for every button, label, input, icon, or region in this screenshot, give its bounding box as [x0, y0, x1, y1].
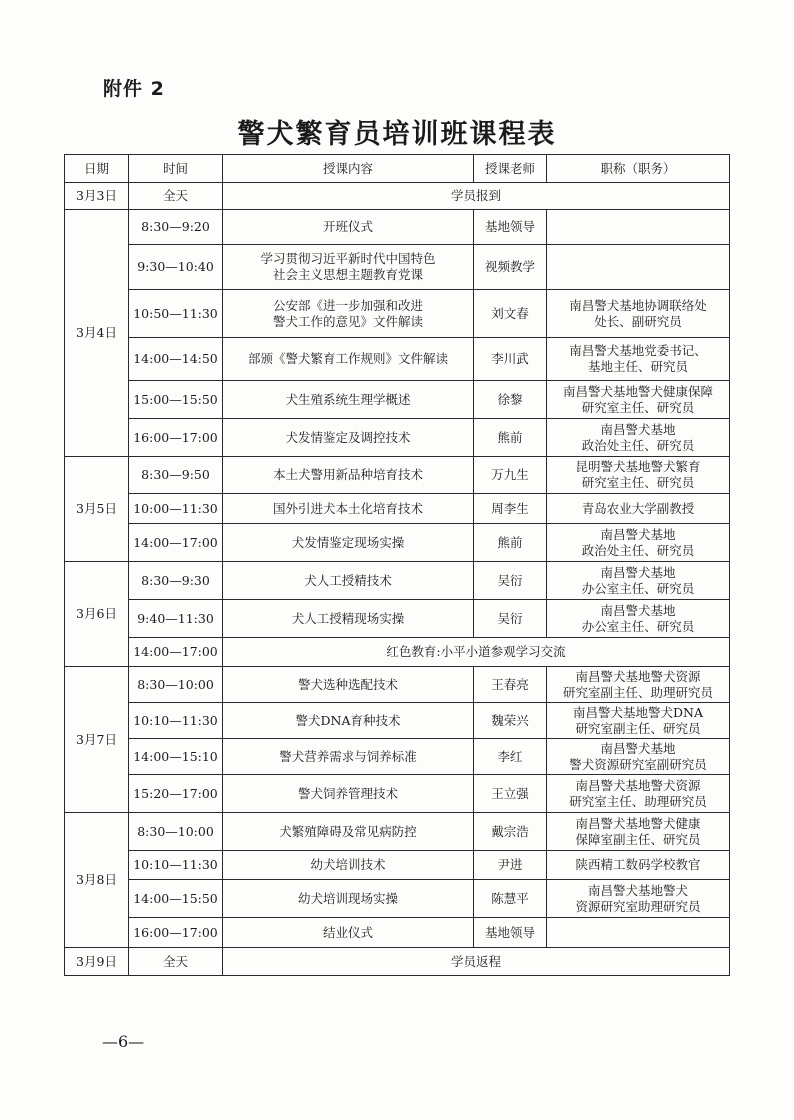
content-cell — [223, 290, 474, 338]
title-line: 南昌警犬基地警犬资源 — [575, 777, 701, 793]
title-cell — [547, 739, 730, 775]
title-line: 南昌警犬基地警犬健康保障 — [562, 383, 713, 399]
teacher-cell: 魏荣兴 — [474, 703, 547, 739]
title-line: 研究室主任、研究员 — [581, 475, 695, 490]
table-row — [65, 210, 730, 245]
title-line: 南昌警犬基地 — [600, 564, 676, 580]
time-cell: 全天 — [129, 183, 223, 210]
date-cell: 3月6日 — [65, 562, 129, 667]
teacher-cell: 基地领导 — [474, 210, 547, 245]
title-cell — [547, 562, 730, 600]
title-cell — [547, 419, 730, 457]
content-line: 警犬工作的意见》文件解读 — [272, 313, 423, 329]
table-row — [65, 245, 730, 290]
table-row — [65, 813, 730, 851]
time-cell: 10:00—11:30 — [129, 494, 223, 524]
content-cell — [223, 524, 474, 562]
date-cell: 3月5日 — [65, 457, 129, 562]
title-line: 研究室副主任、研究员 — [575, 720, 701, 736]
time-cell: 8:30—10:00 — [129, 813, 223, 851]
merged-activity-cell: 红色教育:小平小道参观学习交流 — [223, 638, 730, 667]
time-cell: 9:40—11:30 — [129, 600, 223, 638]
title-line: 南昌警犬基地 — [600, 526, 676, 542]
content-line: 警犬选种选配技术 — [297, 676, 398, 692]
header-teacher: 授课老师 — [474, 155, 547, 183]
header-content: 授课内容 — [223, 155, 474, 183]
teacher-cell: 吴衍 — [474, 562, 547, 600]
teacher-cell: 刘文春 — [474, 290, 547, 338]
document-title: 警犬繁育员培训班课程表 — [237, 119, 557, 150]
header-title: 职称（职务） — [547, 155, 730, 183]
content-line: 幼犬培训技术 — [310, 857, 386, 872]
table-row — [65, 918, 730, 948]
time-cell: 全天 — [129, 948, 223, 976]
merged-activity-cell: 学员报到 — [223, 183, 730, 210]
content-line: 警犬营养需求与饲养标准 — [279, 748, 417, 764]
time-cell: 10:10—11:30 — [129, 851, 223, 880]
time-cell: 15:20—17:00 — [129, 775, 223, 813]
title-line: 南昌警犬基地警犬DNA — [573, 704, 703, 720]
content-cell — [223, 562, 474, 600]
table-row — [65, 775, 730, 813]
content-line: 部颁《警犬繁育工作规则》文件解读 — [247, 351, 448, 366]
title-cell — [547, 381, 730, 419]
table-row — [65, 851, 730, 880]
content-line: 警犬DNA育种技术 — [295, 712, 401, 728]
title-line: 警犬资源研究室副研究员 — [569, 756, 707, 772]
content-line: 结业仪式 — [322, 924, 373, 940]
title-line: 南昌警犬基地 — [600, 421, 676, 437]
title-line: 南昌警犬基地 — [600, 740, 676, 756]
title-line: 处长、副研究员 — [594, 313, 682, 329]
content-line: 犬人工授精技术 — [304, 572, 392, 588]
title-line: 青岛农业大学副教授 — [581, 500, 695, 516]
merged-activity-cell: 学员返程 — [223, 948, 730, 976]
teacher-cell: 王立强 — [474, 775, 547, 813]
content-line: 公安部《进一步加强和改进 — [272, 297, 423, 313]
time-cell: 14:00—14:50 — [129, 338, 223, 381]
teacher-cell: 李川武 — [474, 338, 547, 381]
teacher-cell: 吴衍 — [474, 600, 547, 638]
title-line: 陕西精工数码学校教官 — [575, 857, 701, 872]
title-line: 保障室副主任、研究员 — [575, 831, 701, 847]
title-line: 政治处主任、研究员 — [581, 542, 695, 558]
title-line: 研究室主任、助理研究员 — [569, 793, 707, 809]
table-row — [65, 381, 730, 419]
table-body — [65, 183, 730, 976]
content-line: 学习贯彻习近平新时代中国特色 — [260, 251, 436, 266]
teacher-cell: 尹进 — [474, 851, 547, 880]
title-line: 昆明警犬基地警犬繁育 — [575, 459, 701, 474]
course-schedule-table — [64, 154, 730, 976]
content-cell — [223, 419, 474, 457]
content-cell — [223, 245, 474, 290]
table-row — [65, 600, 730, 638]
title-cell — [547, 880, 730, 918]
time-cell: 8:30—10:00 — [129, 667, 223, 703]
title-cell — [547, 600, 730, 638]
page-number: —6— — [102, 1032, 145, 1051]
content-cell — [223, 703, 474, 739]
time-cell: 9:30—10:40 — [129, 245, 223, 290]
title-line: 研究室主任、研究员 — [581, 399, 695, 415]
table-row — [65, 948, 730, 976]
teacher-cell: 李红 — [474, 739, 547, 775]
content-cell — [223, 775, 474, 813]
time-cell: 14:00—17:00 — [129, 638, 223, 667]
content-cell — [223, 457, 474, 494]
time-cell: 8:30—9:20 — [129, 210, 223, 245]
content-cell — [223, 210, 474, 245]
title-line: 南昌警犬基地协调联络处 — [569, 297, 707, 313]
content-cell — [223, 880, 474, 918]
table-header-row — [65, 155, 730, 183]
date-cell: 3月4日 — [65, 210, 129, 457]
content-line: 犬发情鉴定现场实操 — [291, 534, 405, 550]
time-cell: 8:30—9:30 — [129, 562, 223, 600]
teacher-cell: 徐黎 — [474, 381, 547, 419]
table-row — [65, 457, 730, 494]
time-cell: 16:00—17:00 — [129, 419, 223, 457]
title-cell — [547, 210, 730, 245]
content-cell — [223, 381, 474, 419]
title-cell — [547, 703, 730, 739]
time-cell: 10:50—11:30 — [129, 290, 223, 338]
time-cell: 8:30—9:50 — [129, 457, 223, 494]
content-cell — [223, 739, 474, 775]
title-cell — [547, 524, 730, 562]
content-cell — [223, 667, 474, 703]
content-cell — [223, 600, 474, 638]
content-line: 幼犬培训现场实操 — [297, 890, 398, 906]
teacher-cell: 基地领导 — [474, 918, 547, 948]
title-line: 研究室副主任、助理研究员 — [562, 684, 713, 700]
title-cell — [547, 813, 730, 851]
table-row — [65, 419, 730, 457]
title-cell — [547, 494, 730, 524]
time-cell: 16:00—17:00 — [129, 918, 223, 948]
content-cell — [223, 851, 474, 880]
table-row — [65, 739, 730, 775]
header-time: 时间 — [129, 155, 223, 183]
table-row — [65, 338, 730, 381]
content-cell — [223, 338, 474, 381]
title-line: 南昌警犬基地警犬 — [587, 882, 688, 898]
table-row — [65, 494, 730, 524]
date-cell: 3月7日 — [65, 667, 129, 813]
content-line: 犬生殖系统生理学概述 — [285, 391, 411, 407]
content-line: 国外引进犬本土化培育技术 — [272, 500, 423, 516]
date-cell: 3月3日 — [65, 183, 129, 210]
content-line: 犬发情鉴定及调控技术 — [285, 429, 411, 445]
teacher-cell: 王春亮 — [474, 667, 547, 703]
teacher-cell: 视频教学 — [474, 245, 547, 290]
title-line: 办公室主任、研究员 — [581, 580, 695, 596]
table-row — [65, 290, 730, 338]
date-cell: 3月8日 — [65, 813, 129, 948]
header-date: 日期 — [65, 155, 129, 183]
title-line: 政治处主任、研究员 — [581, 437, 695, 453]
title-line: 基地主任、研究员 — [587, 359, 688, 374]
teacher-cell: 熊前 — [474, 419, 547, 457]
table-row — [65, 703, 730, 739]
title-cell — [547, 338, 730, 381]
time-cell: 14:00—15:50 — [129, 880, 223, 918]
teacher-cell: 戴宗浩 — [474, 813, 547, 851]
table-row — [65, 667, 730, 703]
attachment-label: 附件 2 — [103, 78, 165, 100]
content-line: 犬人工授精现场实操 — [291, 610, 405, 626]
table-row — [65, 524, 730, 562]
content-line: 本土犬警用新品种培育技术 — [272, 467, 423, 482]
table-row — [65, 638, 730, 667]
time-cell: 15:00—15:50 — [129, 381, 223, 419]
title-cell — [547, 851, 730, 880]
date-cell: 3月9日 — [65, 948, 129, 976]
teacher-cell: 万九生 — [474, 457, 547, 494]
content-line: 社会主义思想主题教育党课 — [272, 267, 423, 282]
content-cell — [223, 918, 474, 948]
time-cell: 14:00—15:10 — [129, 739, 223, 775]
content-line: 犬繁殖障碍及常见病防控 — [279, 823, 417, 839]
teacher-cell: 陈慧平 — [474, 880, 547, 918]
time-cell: 10:10—11:30 — [129, 703, 223, 739]
teacher-cell: 周李生 — [474, 494, 547, 524]
title-line: 办公室主任、研究员 — [581, 618, 695, 634]
title-cell — [547, 775, 730, 813]
title-line: 南昌警犬基地警犬健康 — [575, 815, 701, 831]
table-row — [65, 183, 730, 210]
table-row — [65, 562, 730, 600]
title-line: 南昌警犬基地 — [600, 602, 676, 618]
title-cell — [547, 918, 730, 948]
title-line: 南昌警犬基地党委书记、 — [569, 343, 707, 358]
content-cell — [223, 813, 474, 851]
title-cell — [547, 457, 730, 494]
teacher-cell: 熊前 — [474, 524, 547, 562]
content-cell — [223, 494, 474, 524]
title-cell — [547, 290, 730, 338]
title-line: 南昌警犬基地警犬资源 — [575, 668, 701, 684]
title-line: 资源研究室助理研究员 — [575, 898, 701, 914]
content-line: 开班仪式 — [322, 219, 373, 234]
title-cell — [547, 667, 730, 703]
time-cell: 14:00—17:00 — [129, 524, 223, 562]
table-row — [65, 880, 730, 918]
content-line: 警犬饲养管理技术 — [297, 785, 398, 801]
title-cell — [547, 245, 730, 290]
